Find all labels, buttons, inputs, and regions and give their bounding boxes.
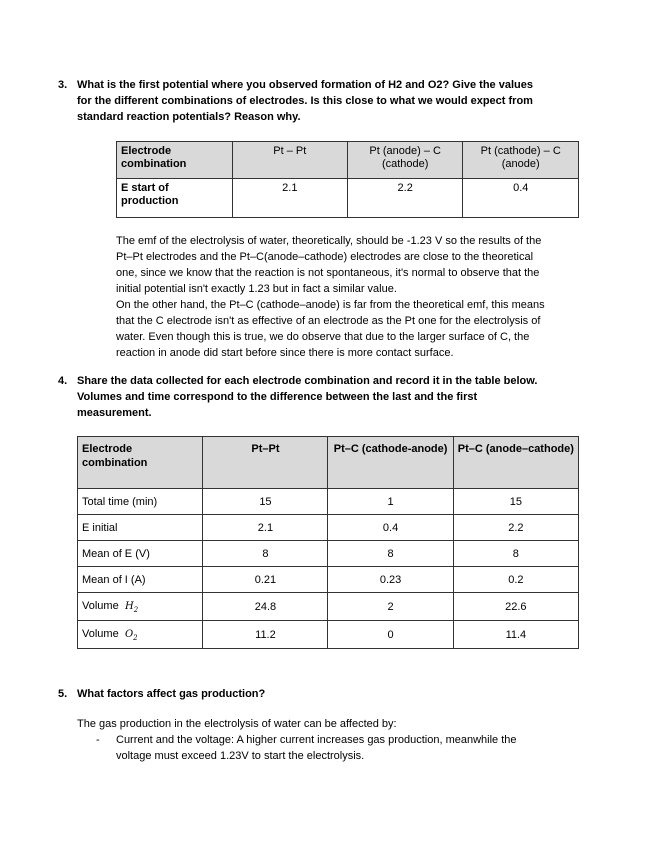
question-4 xyxy=(58,373,618,421)
data-table xyxy=(77,436,579,649)
header-electrode-combination: Electrode combination xyxy=(117,142,233,179)
question-3-answer xyxy=(116,233,596,361)
answer-line: initial potential isn't exactly 1.23 but in fact a similar value. xyxy=(116,283,397,295)
cell-value: 15 xyxy=(453,489,578,515)
cell-value: 11.4 xyxy=(453,621,578,649)
answer-line: The emf of the electrolysis of water, theoretically, should be -1.23 V so the results of the xyxy=(116,235,542,247)
cell-value: 15 xyxy=(203,489,328,515)
row-label xyxy=(78,593,203,621)
header-pt-pt: Pt–Pt xyxy=(203,437,328,489)
header-pt-c-cathode-anode: Pt–C (cathode-anode) xyxy=(328,437,453,489)
cell-value: 0.4 xyxy=(463,179,579,218)
bullet-line: voltage must exceed 1.23V to start the electrolysis. xyxy=(116,750,365,762)
cell-value: 8 xyxy=(203,541,328,567)
cell-value: 2.1 xyxy=(203,515,328,541)
row-label-text: Volume xyxy=(82,627,119,640)
question-4-text xyxy=(77,373,537,421)
question-3 xyxy=(58,77,618,125)
cell-value: 0 xyxy=(328,621,453,649)
cell-value: 2.1 xyxy=(232,179,347,218)
header-pt-pt: Pt – Pt xyxy=(232,142,347,179)
header-pt-anode-c-cathode: Pt (anode) – C (cathode) xyxy=(347,142,463,179)
row-label: Mean of I (A) xyxy=(78,567,203,593)
question-4-line: measurement. xyxy=(77,407,152,419)
row-label xyxy=(78,621,203,649)
o2-formula xyxy=(122,629,138,640)
header-electrode-combination: Electrode combination xyxy=(78,437,203,489)
question-5-number: 5. xyxy=(58,688,68,700)
table-header-row xyxy=(117,142,579,179)
question-3-line: standard reaction potentials? Reason why. xyxy=(77,111,301,123)
h2-subscript: 2 xyxy=(133,605,139,614)
table-row xyxy=(117,179,579,218)
question-4-number: 4. xyxy=(58,375,68,387)
question-4-line: Share the data collected for each electrode combination and record it in the table below. xyxy=(77,375,538,387)
bullet-line: Current and the voltage: A higher current increases gas production, meanwhile the xyxy=(116,734,517,746)
cell-value: 8 xyxy=(328,541,453,567)
cell-value: 8 xyxy=(453,541,578,567)
question-3-line: What is the first potential where you observed formation of H2 and O2? Give the values xyxy=(77,79,533,91)
header-pt-cathode-c-anode: Pt (cathode) – C (anode) xyxy=(463,142,579,179)
row-label-text: Volume xyxy=(82,599,119,612)
h2-formula xyxy=(122,601,138,612)
answer-line: Pt–Pt electrodes and the Pt–C(anode–cathode) electrodes are close to the theoretical xyxy=(116,251,534,263)
question-5 xyxy=(58,686,618,702)
answer-line: one, since we know that the reaction is not spontaneous, it's normal to observe that the xyxy=(116,267,540,279)
row-label: E initial xyxy=(78,515,203,541)
cell-value: 1 xyxy=(328,489,453,515)
table-header-row xyxy=(78,437,579,489)
table-row xyxy=(78,621,579,649)
table-row xyxy=(78,489,579,515)
answer-line: that the C electrode isn't as effective of an electrode as the Pt one for the electrolysis of xyxy=(116,315,541,327)
row-label: Total time (min) xyxy=(78,489,203,515)
cell-value: 2.2 xyxy=(453,515,578,541)
question-3-line: for the different combinations of electrodes. Is this close to what we would expect from xyxy=(77,95,533,107)
cell-value: 2 xyxy=(328,593,453,621)
question-4-line: Volumes and time correspond to the difference between the last and the first xyxy=(77,391,478,403)
header-pt-c-anode-cathode: Pt–C (anode–cathode) xyxy=(453,437,578,489)
row-label: E start of production xyxy=(117,179,233,218)
question-5-title: What factors affect gas production? xyxy=(77,688,266,700)
cell-value: 0.21 xyxy=(203,567,328,593)
cell-value: 0.4 xyxy=(328,515,453,541)
potential-table xyxy=(116,141,579,218)
table-row xyxy=(78,567,579,593)
o2-symbol: O xyxy=(124,628,134,640)
answer-line: On the other hand, the Pt–C (cathode–anode) is far from the theoretical emf, this means xyxy=(116,299,545,311)
o2-subscript: 2 xyxy=(133,633,138,642)
cell-value: 22.6 xyxy=(453,593,578,621)
h2-symbol: H xyxy=(124,600,134,612)
bullet-marker: - xyxy=(96,734,100,746)
question-5-intro: The gas production in the electrolysis of water can be affected by: xyxy=(77,718,397,730)
answer-line: reaction in anode did start before since there is more contact surface. xyxy=(116,347,454,359)
cell-value: 11.2 xyxy=(203,621,328,649)
row-label: Mean of E (V) xyxy=(78,541,203,567)
cell-value: 24.8 xyxy=(203,593,328,621)
table-row xyxy=(78,593,579,621)
answer-line: water. Even though this is true, we do observe that due to the larger surface of C, the xyxy=(116,331,530,343)
cell-value: 2.2 xyxy=(347,179,463,218)
bullet-item xyxy=(116,732,586,764)
question-3-number: 3. xyxy=(58,79,68,91)
table-row xyxy=(78,541,579,567)
cell-value: 0.2 xyxy=(453,567,578,593)
question-3-text xyxy=(77,77,533,125)
table-row xyxy=(78,515,579,541)
cell-value: 0.23 xyxy=(328,567,453,593)
